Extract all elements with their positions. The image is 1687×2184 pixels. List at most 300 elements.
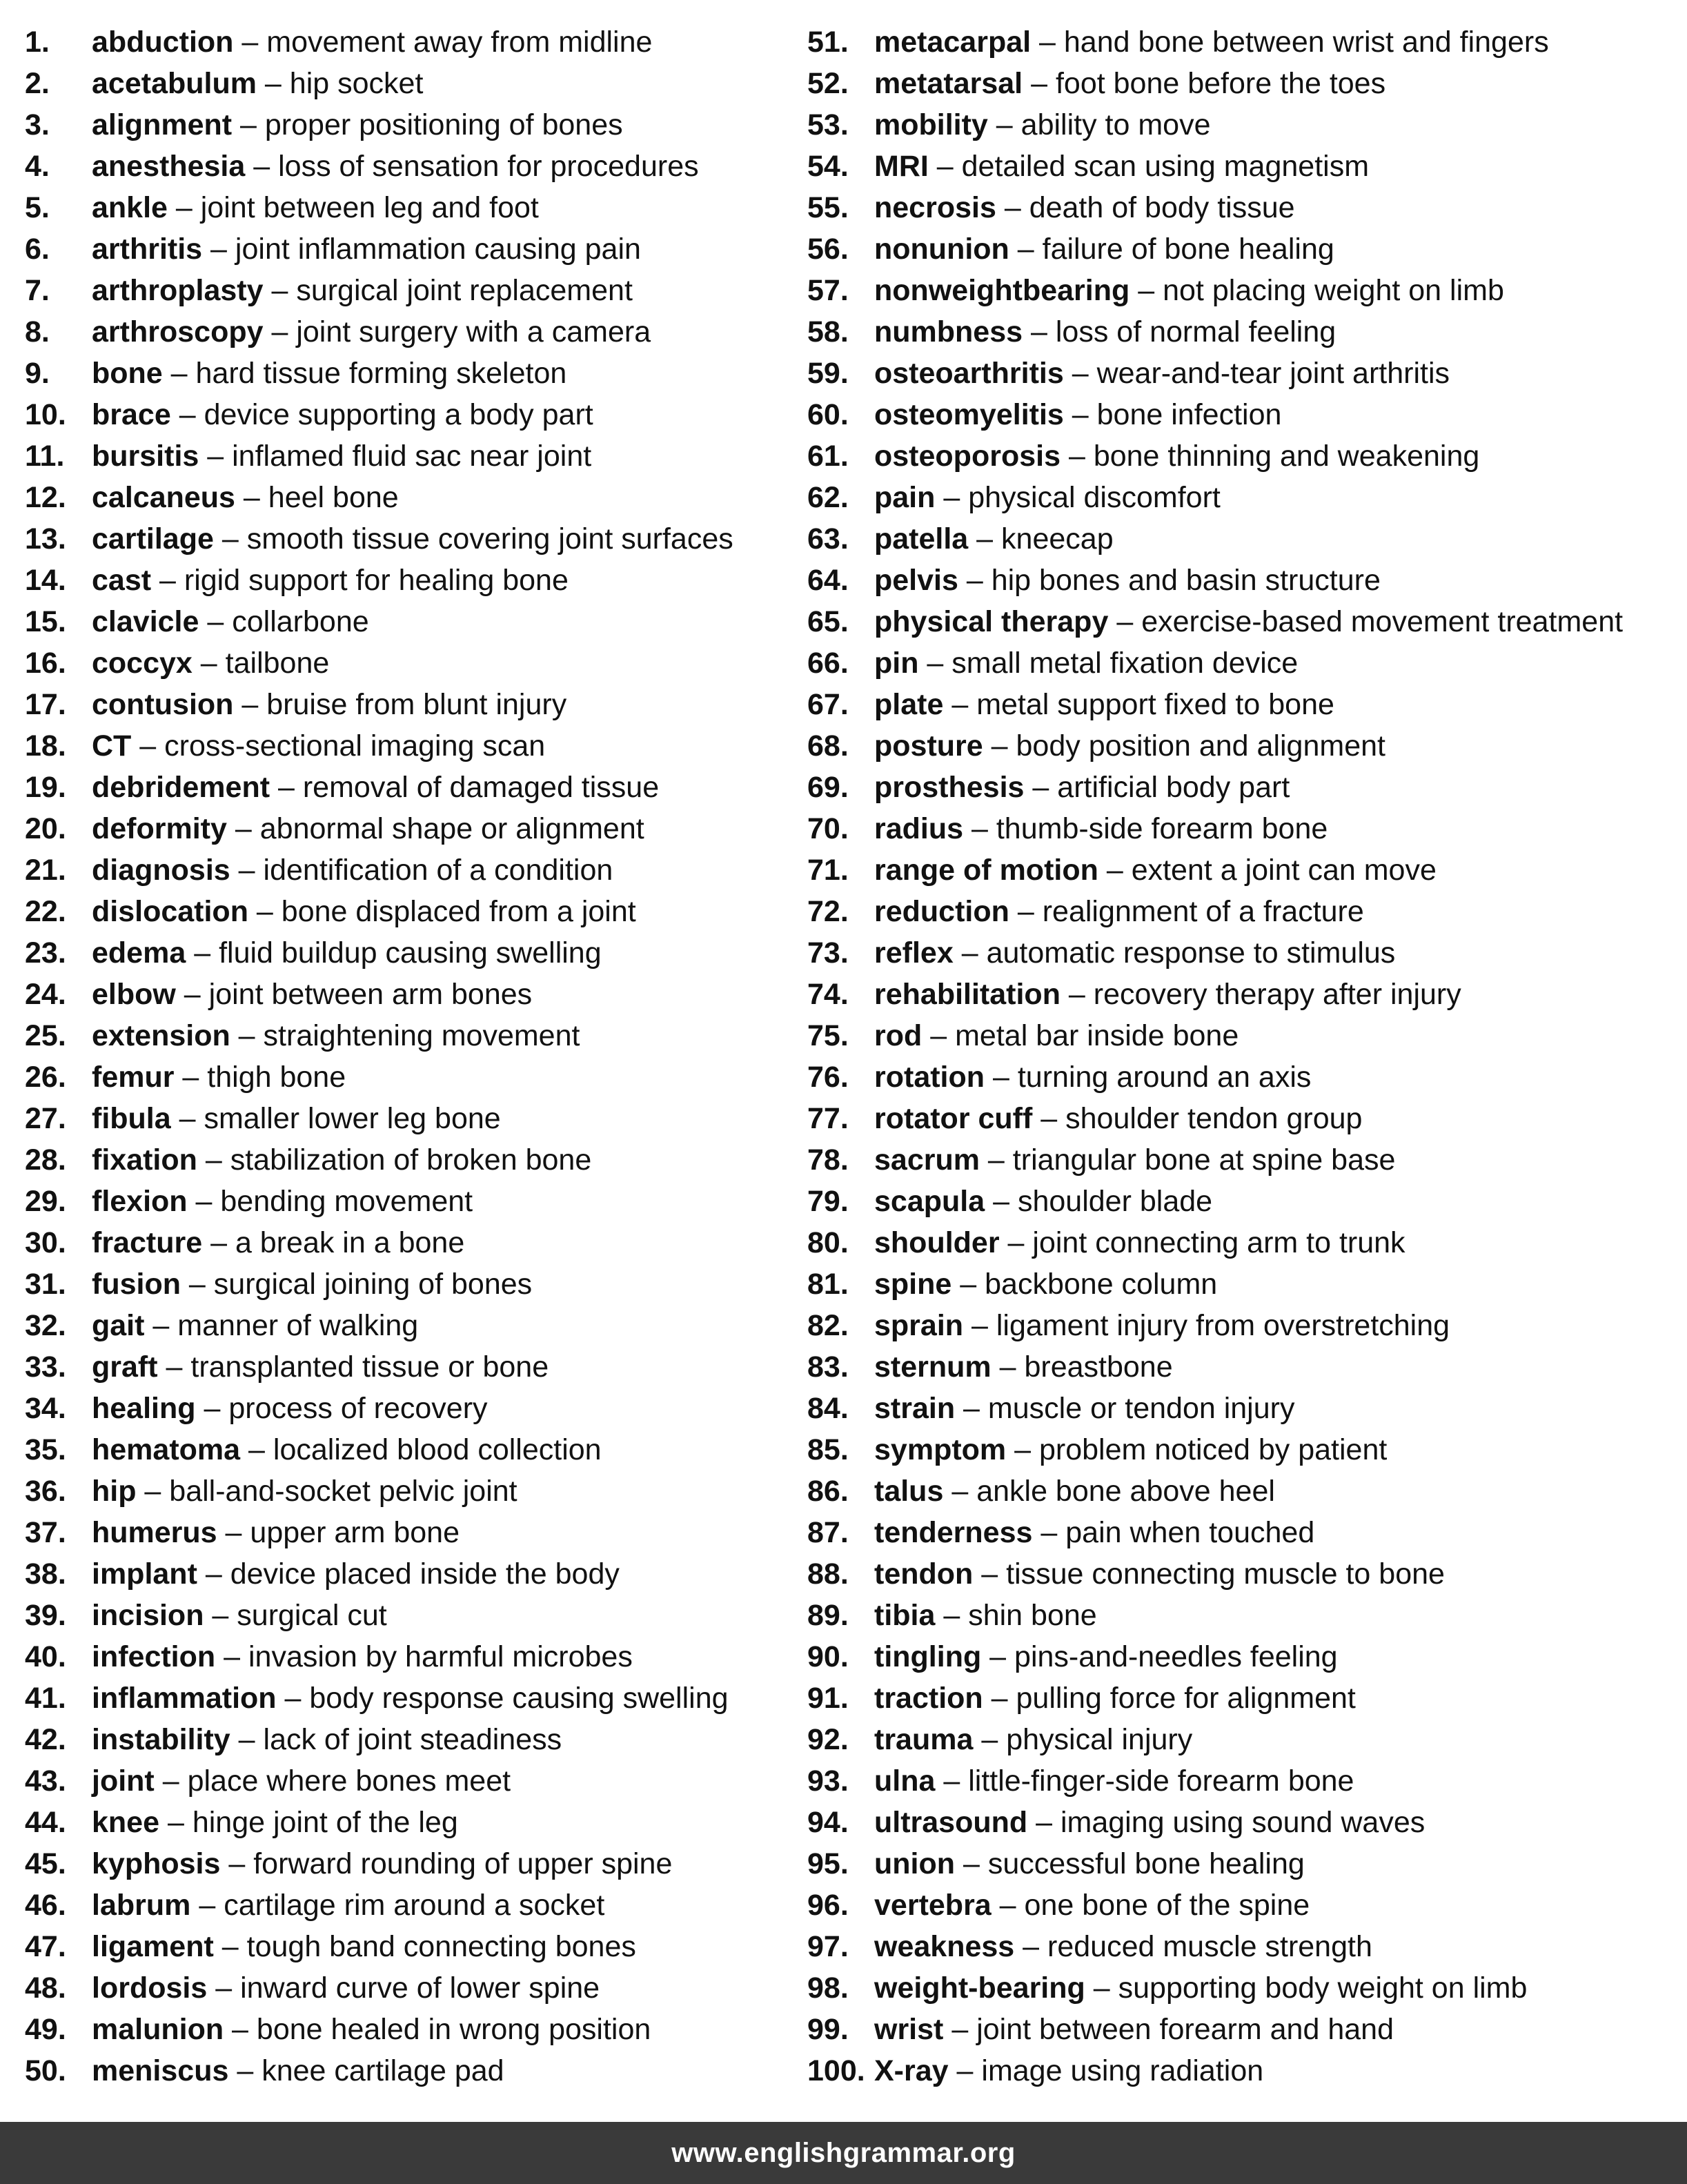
entry-definition: process of recovery <box>228 1392 488 1425</box>
entry-term: pain <box>874 481 936 514</box>
entry-definition: reduced muscle strength <box>1047 1930 1372 1963</box>
entry-number: 49. <box>25 2013 66 2046</box>
entry-separator: – <box>192 647 226 680</box>
entry-definition: joint connecting arm to trunk <box>1032 1226 1405 1259</box>
entry-text <box>874 1843 1305 1885</box>
entry-separator: – <box>276 1682 310 1715</box>
entry-separator: – <box>162 357 196 390</box>
entry-separator: – <box>1031 26 1064 59</box>
footer-site-link[interactable]: www.englishgrammar.org <box>671 2137 1016 2168</box>
entry-text <box>92 1429 602 1470</box>
entry-text <box>92 560 569 601</box>
entry-term: deformity <box>92 812 227 845</box>
entry-separator: – <box>154 1764 188 1798</box>
entry-term: prosthesis <box>874 771 1025 804</box>
entry-term: abduction <box>92 26 234 59</box>
entry-number: 52. <box>807 67 849 100</box>
entry-number: 92. <box>807 1723 849 1756</box>
entry-text <box>92 1512 460 1553</box>
entry-number: 24. <box>25 978 66 1011</box>
entry-text <box>874 1760 1354 1802</box>
entry-term: fusion <box>92 1268 181 1301</box>
entry-definition: successful bone healing <box>987 1847 1305 1880</box>
entry-text <box>874 1512 1314 1553</box>
entry-separator: – <box>1085 1971 1118 2005</box>
entry-term: hip <box>92 1475 137 1508</box>
entry-definition: bone infection <box>1096 398 1282 431</box>
entry-text <box>92 1553 620 1595</box>
entry-separator: – <box>922 1019 956 1052</box>
entry-separator: – <box>233 688 267 721</box>
entry-term: plate <box>874 688 944 721</box>
entry-term: knee <box>92 1806 160 1839</box>
entry-term: joint <box>92 1764 155 1798</box>
entry-text <box>92 767 659 808</box>
entry-text <box>92 1636 633 1678</box>
entry-text <box>874 725 1385 767</box>
entry-text <box>92 518 733 560</box>
entry-separator: – <box>190 1889 224 1922</box>
entry-separator: – <box>199 605 233 638</box>
entry-separator: – <box>991 1889 1025 1922</box>
entry-term: CT <box>92 729 132 763</box>
entry-term: reduction <box>874 895 1009 928</box>
entry-number: 22. <box>25 895 66 928</box>
entry-term: fracture <box>92 1226 203 1259</box>
entry-number: 11. <box>25 440 65 473</box>
entry-number: 34. <box>25 1392 66 1425</box>
entry-definition: pins-and-needles feeling <box>1014 1640 1338 1673</box>
entry-separator: – <box>174 1061 208 1094</box>
entry-definition: ability to move <box>1020 108 1211 141</box>
entry-definition: abnormal shape or alignment <box>259 812 644 845</box>
entry-definition: extent a joint can move <box>1131 854 1437 887</box>
entry-separator: – <box>985 1185 1018 1218</box>
entry-separator: – <box>186 936 219 970</box>
entry-number: 62. <box>807 481 849 514</box>
entry-text <box>92 1678 729 1719</box>
entry-text <box>92 2009 651 2050</box>
entry-text <box>92 1263 532 1305</box>
entry-number: 73. <box>807 936 849 970</box>
entry-separator: – <box>981 1640 1015 1673</box>
entry-term: elbow <box>92 978 176 1011</box>
entry-separator: – <box>963 1309 996 1342</box>
entry-term: bone <box>92 357 163 390</box>
entry-text <box>874 1553 1445 1595</box>
entry-text <box>874 1098 1362 1139</box>
entry-term: weight-bearing <box>874 1971 1085 2005</box>
entry-text <box>92 974 532 1015</box>
entry-number: 38. <box>25 1557 66 1591</box>
entry-text <box>874 1181 1212 1222</box>
entry-separator: – <box>136 1475 170 1508</box>
entry-text <box>874 21 1549 63</box>
entry-separator: – <box>202 1226 235 1259</box>
entry-definition: joint surgery with a camera <box>296 315 651 348</box>
entry-number: 63. <box>807 522 849 555</box>
entry-text <box>874 187 1295 228</box>
entry-separator: – <box>235 481 268 514</box>
entry-text <box>92 932 602 974</box>
entry-definition: one bone of the spine <box>1024 1889 1310 1922</box>
entry-number: 74. <box>807 978 849 1011</box>
entry-separator: – <box>263 315 297 348</box>
entry-text <box>874 1305 1450 1346</box>
entry-text <box>874 311 1336 353</box>
entry-text <box>874 601 1623 642</box>
entry-separator: – <box>968 522 1002 555</box>
entry-number: 30. <box>25 1226 66 1259</box>
entry-term: incision <box>92 1599 204 1632</box>
entry-text <box>92 1967 600 2009</box>
entry-separator: – <box>1027 1806 1060 1839</box>
entry-number: 61. <box>807 440 849 473</box>
entry-number: 37. <box>25 1516 66 1549</box>
entry-number: 100. <box>807 2054 865 2087</box>
entry-definition: movement away from midline <box>266 26 653 59</box>
entry-term: posture <box>874 729 983 763</box>
entry-separator: – <box>943 2013 977 2046</box>
entry-separator: – <box>1063 357 1097 390</box>
entry-separator: – <box>270 771 303 804</box>
entry-separator: – <box>230 1019 264 1052</box>
entry-text <box>92 1388 488 1429</box>
entry-number: 19. <box>25 771 66 804</box>
entry-term: brace <box>92 398 171 431</box>
entry-text <box>874 270 1504 311</box>
entry-text <box>874 104 1211 146</box>
entry-definition: knee cartilage pad <box>262 2054 504 2087</box>
entry-definition: localized blood collection <box>273 1433 602 1466</box>
entry-definition: physical injury <box>1006 1723 1193 1756</box>
entry-number: 9. <box>25 357 50 390</box>
entry-text <box>92 2050 504 2092</box>
entry-separator: – <box>918 647 952 680</box>
entry-number: 12. <box>25 481 66 514</box>
entry-term: clavicle <box>92 605 199 638</box>
entry-definition: death of body tissue <box>1029 191 1295 224</box>
entry-term: kyphosis <box>92 1847 221 1880</box>
entry-definition: ball-and-socket pelvic joint <box>169 1475 517 1508</box>
entry-text <box>874 1015 1239 1056</box>
entry-text <box>874 932 1395 974</box>
entry-separator: – <box>935 1764 969 1798</box>
entry-definition: artificial body part <box>1057 771 1290 804</box>
entry-definition: smaller lower leg bone <box>204 1102 501 1135</box>
entry-separator: – <box>151 564 184 597</box>
entry-definition: image using radiation <box>981 2054 1264 2087</box>
entry-term: cast <box>92 564 152 597</box>
entry-number: 17. <box>25 688 66 721</box>
entry-separator: – <box>983 1682 1016 1715</box>
entry-number: 68. <box>807 729 849 763</box>
entry-separator: – <box>213 522 247 555</box>
entry-definition: device placed inside the body <box>230 1557 620 1591</box>
entry-separator: – <box>230 1723 264 1756</box>
entry-number: 4. <box>25 150 50 183</box>
entry-text <box>92 394 593 435</box>
entry-separator: – <box>1032 1102 1066 1135</box>
entry-term: extension <box>92 1019 230 1052</box>
entry-number: 46. <box>25 1889 66 1922</box>
entry-number: 53. <box>807 108 849 141</box>
entry-text <box>92 891 636 932</box>
entry-text <box>92 1843 672 1885</box>
entry-definition: joint between forearm and hand <box>976 2013 1394 2046</box>
entry-definition: hip socket <box>289 67 424 100</box>
entry-term: pin <box>874 647 919 680</box>
entry-definition: bone healed in wrong position <box>256 2013 651 2046</box>
entry-separator: – <box>131 729 165 763</box>
entry-number: 47. <box>25 1930 66 1963</box>
entry-number: 1. <box>25 26 50 59</box>
entry-term: reflex <box>874 936 954 970</box>
entry-separator: – <box>955 1392 988 1425</box>
entry-definition: bone thinning and weakening <box>1093 440 1480 473</box>
entry-separator: – <box>1129 274 1163 307</box>
entry-text <box>874 435 1479 477</box>
entry-term: MRI <box>874 150 929 183</box>
entry-number: 71. <box>807 854 849 887</box>
entry-definition: inward curve of lower spine <box>240 1971 600 2005</box>
entry-text <box>92 270 633 311</box>
entry-term: rod <box>874 1019 923 1052</box>
entry-separator: – <box>226 812 260 845</box>
entry-definition: transplanted tissue or bone <box>190 1350 549 1384</box>
entry-term: dislocation <box>92 895 248 928</box>
entry-number: 5. <box>25 191 50 224</box>
entry-number: 85. <box>807 1433 849 1466</box>
entry-separator: – <box>935 1599 969 1632</box>
entry-text <box>92 1056 346 1098</box>
entry-separator: – <box>213 1930 247 1963</box>
entry-number: 10. <box>25 398 66 431</box>
entry-term: alignment <box>92 108 233 141</box>
entry-number: 13. <box>25 522 66 555</box>
entry-separator: – <box>991 1350 1025 1384</box>
entry-separator: – <box>943 1475 977 1508</box>
entry-separator: – <box>224 2013 257 2046</box>
entry-definition: muscle or tendon injury <box>987 1392 1295 1425</box>
entry-text <box>874 1139 1395 1181</box>
entry-term: calcaneus <box>92 481 235 514</box>
entry-text <box>92 146 699 187</box>
entry-separator: – <box>985 1061 1018 1094</box>
entry-definition: surgical joining of bones <box>213 1268 533 1301</box>
entry-term: acetabulum <box>92 67 257 100</box>
entry-text <box>92 1015 580 1056</box>
entry-definition: realignment of a fracture <box>1042 895 1364 928</box>
entry-definition: breastbone <box>1024 1350 1173 1384</box>
entry-number: 45. <box>25 1847 66 1880</box>
entry-definition: forward rounding of upper spine <box>253 1847 673 1880</box>
entry-definition: failure of bone healing <box>1042 233 1334 266</box>
entry-term: instability <box>92 1723 230 1756</box>
entry-number: 60. <box>807 398 849 431</box>
entry-term: lordosis <box>92 1971 208 2005</box>
entry-definition: invasion by harmful microbes <box>248 1640 633 1673</box>
entry-number: 70. <box>807 812 849 845</box>
entry-separator: – <box>228 2054 262 2087</box>
entry-text <box>92 21 652 63</box>
entry-term: coccyx <box>92 647 193 680</box>
entry-definition: hinge joint of the leg <box>192 1806 458 1839</box>
entry-separator: – <box>951 1268 985 1301</box>
entry-number: 23. <box>25 936 66 970</box>
entry-term: metatarsal <box>874 67 1023 100</box>
entry-definition: body position and alignment <box>1016 729 1385 763</box>
entry-definition: lack of joint steadiness <box>263 1723 562 1756</box>
entry-definition: loss of sensation for procedures <box>278 150 699 183</box>
entry-number: 16. <box>25 647 66 680</box>
entry-definition: automatic response to stimulus <box>986 936 1396 970</box>
entry-term: malunion <box>92 2013 224 2046</box>
entry-term: patella <box>874 522 969 555</box>
entry-term: sternum <box>874 1350 992 1384</box>
entry-text <box>874 353 1450 394</box>
entry-definition: pulling force for alignment <box>1016 1682 1356 1715</box>
entry-text <box>874 146 1369 187</box>
entry-text <box>874 1388 1294 1429</box>
entry-number: 82. <box>807 1309 849 1342</box>
entry-definition: proper positioning of bones <box>264 108 623 141</box>
entry-text <box>92 725 545 767</box>
entry-number: 81. <box>807 1268 849 1301</box>
entry-definition: tough band connecting bones <box>246 1930 636 1963</box>
entry-term: necrosis <box>874 191 996 224</box>
entry-text <box>874 1346 1173 1388</box>
entry-term: hematoma <box>92 1433 241 1466</box>
entry-definition: ligament injury from overstretching <box>996 1309 1450 1342</box>
entry-number: 32. <box>25 1309 66 1342</box>
entry-term: graft <box>92 1350 158 1384</box>
entry-definition: cartilage rim around a socket <box>224 1889 605 1922</box>
entry-definition: tissue connecting muscle to bone <box>1006 1557 1445 1591</box>
entry-term: union <box>874 1847 956 1880</box>
entry-text <box>92 1595 387 1636</box>
entry-text <box>874 560 1381 601</box>
entry-text <box>874 1678 1356 1719</box>
entry-term: nonunion <box>874 233 1009 266</box>
entry-term: tendon <box>874 1557 974 1591</box>
entry-number: 28. <box>25 1143 66 1177</box>
entry-term: implant <box>92 1557 197 1591</box>
entry-term: ultrasound <box>874 1806 1028 1839</box>
entry-term: tenderness <box>874 1516 1033 1549</box>
entry-separator: – <box>953 936 987 970</box>
entry-definition: hip bones and basin structure <box>991 564 1381 597</box>
entry-term: flexion <box>92 1185 188 1218</box>
entry-term: edema <box>92 936 186 970</box>
entry-definition: a break in a bone <box>235 1226 465 1259</box>
entry-text <box>92 684 566 725</box>
entry-number: 77. <box>807 1102 849 1135</box>
entry-definition: fluid buildup causing swelling <box>219 936 602 970</box>
entry-text <box>92 642 329 684</box>
entry-number: 15. <box>25 605 66 638</box>
entry-definition: bruise from blunt injury <box>266 688 567 721</box>
entry-definition: supporting body weight on limb <box>1118 1971 1528 2005</box>
entry-number: 27. <box>25 1102 66 1135</box>
entry-separator: – <box>187 1185 221 1218</box>
entry-text <box>92 1885 604 1926</box>
entry-term: numbness <box>874 315 1023 348</box>
entry-definition: problem noticed by patient <box>1038 1433 1388 1466</box>
entry-separator: – <box>973 1557 1007 1591</box>
entry-number: 31. <box>25 1268 66 1301</box>
entry-definition: thumb-side forearm bone <box>996 812 1328 845</box>
entry-definition: foot bone before the toes <box>1055 67 1386 100</box>
entry-number: 88. <box>807 1557 849 1591</box>
entry-definition: collarbone <box>232 605 369 638</box>
entry-text <box>874 891 1364 932</box>
entry-term: physical therapy <box>874 605 1109 638</box>
entry-number: 97. <box>807 1930 849 1963</box>
entry-text <box>874 1470 1275 1512</box>
entry-number: 95. <box>807 1847 849 1880</box>
entry-definition: recovery therapy after injury <box>1093 978 1461 1011</box>
entry-term: wrist <box>874 2013 944 2046</box>
entry-number: 91. <box>807 1682 849 1715</box>
entry-term: talus <box>874 1475 944 1508</box>
entry-definition: shin bone <box>968 1599 1097 1632</box>
entry-text <box>92 353 566 394</box>
entry-text <box>92 1305 418 1346</box>
entry-term: meniscus <box>92 2054 229 2087</box>
entry-text <box>874 1595 1097 1636</box>
entry-number: 36. <box>25 1475 66 1508</box>
entry-text <box>874 477 1221 518</box>
entry-term: labrum <box>92 1889 191 1922</box>
entry-term: ankle <box>92 191 168 224</box>
entry-term: osteoarthritis <box>874 357 1064 390</box>
entry-separator: – <box>948 2054 982 2087</box>
entry-separator: – <box>204 1599 237 1632</box>
entry-number: 72. <box>807 895 849 928</box>
entry-separator: – <box>935 481 969 514</box>
entry-number: 29. <box>25 1185 66 1218</box>
entry-text <box>874 1636 1338 1678</box>
entry-text <box>874 808 1328 849</box>
entry-text <box>92 1139 591 1181</box>
entry-term: vertebra <box>874 1889 992 1922</box>
entry-definition: upper arm bone <box>250 1516 460 1549</box>
entry-text <box>874 1263 1217 1305</box>
entry-separator: – <box>159 1806 193 1839</box>
entry-separator: – <box>167 191 201 224</box>
entry-number: 59. <box>807 357 849 390</box>
entry-separator: – <box>245 150 279 183</box>
entry-definition: smooth tissue covering joint surfaces <box>246 522 733 555</box>
entry-separator: – <box>1032 1516 1066 1549</box>
entry-number: 50. <box>25 2054 66 2087</box>
entry-text <box>874 1926 1372 1967</box>
entry-definition: joint inflammation causing pain <box>235 233 641 266</box>
entry-definition: thigh bone <box>207 1061 346 1094</box>
entry-definition: straightening movement <box>263 1019 580 1052</box>
entry-definition: removal of damaged tissue <box>302 771 660 804</box>
entry-text <box>874 1429 1387 1470</box>
entry-text <box>874 642 1298 684</box>
entry-separator: – <box>996 191 1029 224</box>
entry-text <box>874 2050 1263 2092</box>
entry-text <box>92 849 613 891</box>
entry-number: 39. <box>25 1599 66 1632</box>
entry-text <box>874 63 1385 104</box>
entry-term: pelvis <box>874 564 958 597</box>
entry-definition: little-finger-side forearm bone <box>968 1764 1354 1798</box>
